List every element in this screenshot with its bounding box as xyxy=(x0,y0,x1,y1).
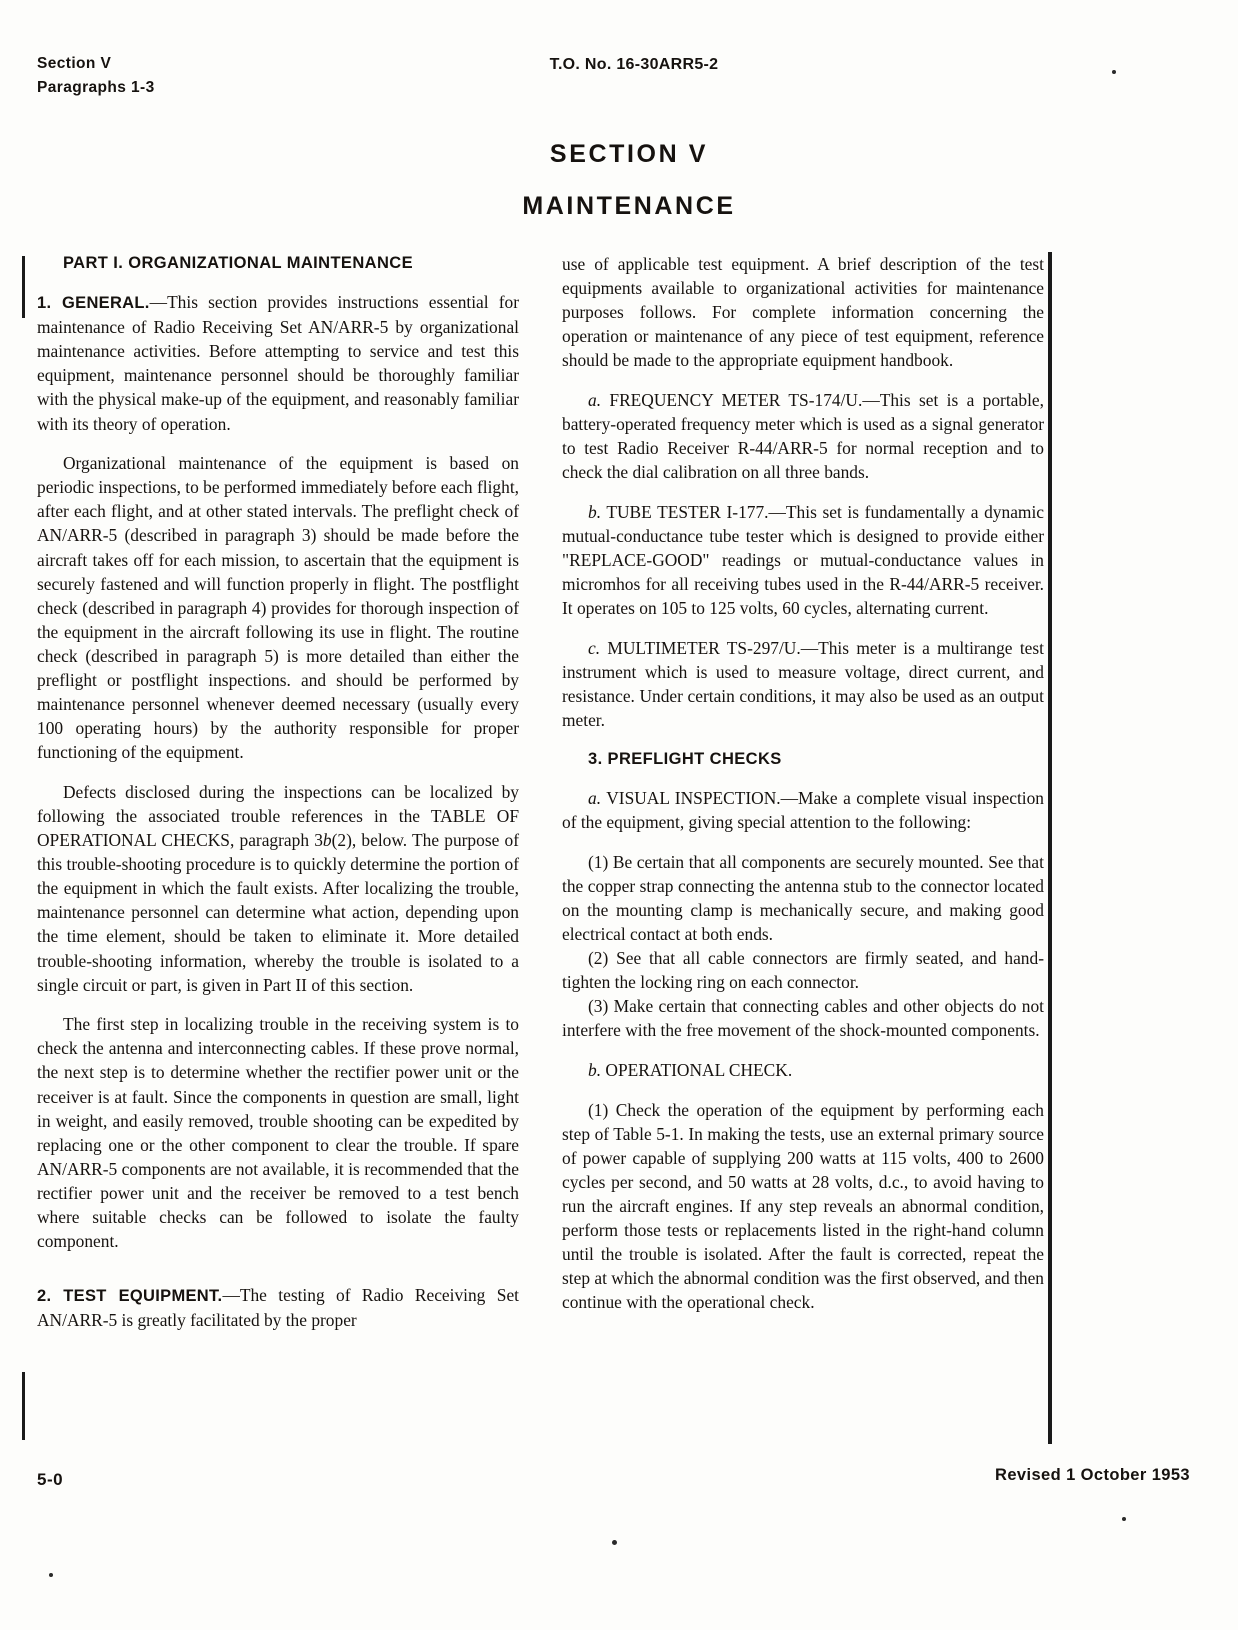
paragraph-test-equipment-dash: — xyxy=(222,1285,240,1306)
operational-check-item-1: (1) Check the operation of the equipment by performing each step of Table 5-1. In making the tests, use an external primary source of power capable of supplying 200 watts at 115 volts, 400 to 2600 cycles per second, and 50 watts at 28 volts, d.c., to avoid having to run the aircraft engines. If any step reveals an abnormal condition, perform those tests or replacements listed in the right-hand column until the trouble is isolated. After the fault is corrected, repeat the step at which the abnormal condition was the first observed, and then continue with the operational check. xyxy=(562,1099,1044,1313)
right-text-column xyxy=(562,252,1044,1314)
item-multimeter xyxy=(562,636,1044,732)
preflight-checks-heading: 3. PREFLIGHT CHECKS xyxy=(588,749,782,768)
technical-order-number: T.O. No. 16-30ARR5-2 xyxy=(549,56,719,73)
item-a-title: FREQUENCY METER TS-174/U. xyxy=(601,389,863,410)
visual-inspection-dash: — xyxy=(780,788,798,809)
visual-inspection-item-1: (1) Be certain that all components are securely mounted. See that the copper strap connecting the antenna stub to the connector located on the mounting clamp is mechanically secure, and making good electrical contact at both ends. xyxy=(562,851,1044,944)
section-title: SECTION V xyxy=(549,140,709,168)
paragraph-operational-check xyxy=(562,1058,1044,1082)
left-text-column xyxy=(37,252,519,1348)
header-paragraphs-label: Paragraphs 1-3 xyxy=(37,79,155,97)
paragraph-test-equipment-text: The testing of Radio Receiving Set AN/ARR-5 is greatly facilitated by the proper xyxy=(37,1285,520,1330)
item-a-letter: a. xyxy=(588,389,602,410)
item-c-dash: — xyxy=(800,637,819,658)
visual-inspection-item-2: (2) See that all cable connectors are firmly seated, and hand-tighten the locking ring on each connector. xyxy=(562,948,1044,993)
visual-inspection-item-3: (3) Make certain that connecting cables and other objects do not interfere with the free movement of the shock-mounted components. xyxy=(562,996,1044,1041)
item-b-letter: b. xyxy=(588,501,602,522)
section-subtitle: MAINTENANCE xyxy=(522,192,736,220)
paragraph-organizational-maintenance: Organizational maintenance of the equipment is based on periodic inspections, to be performed immediately before each flight, after each flight, and at other stated intervals. The preflight check of AN/ARR-5 (described in paragraph 3) should be made before the aircraft takes off for each mission, to ascertain that the equipment is securely fastened and will function properly in flight. The postflight check (described in paragraph 4) provides for thorough inspection of the equipment in the aircraft following its use in flight. The routine check (described in paragraph 5) is more detailed than either the preflight or postflight inspections. and should be performed by maintenance personnel whenever deemed necessary (usually every 100 operating hours) by the authority responsible for proper functioning of the equipment. xyxy=(37,453,519,763)
scan-speck xyxy=(1122,1517,1126,1521)
item-a-dash: — xyxy=(862,389,880,410)
paragraph-visual-inspection xyxy=(562,786,1044,834)
item-c-text: This meter is a multirange test instrument which is used to measure voltage, direct current, and resistance. Under certain conditions, it may also be used as an output meter. xyxy=(562,637,1044,731)
scan-artifact-rule-left-top xyxy=(22,256,25,318)
item-b-text: This set is fundamentally a dynamic mutual-conductance tube tester which is designed to provide either "REPLACE-GOOD" readings or mutual-conductance values in micromhos for all receiving tubes used in the R-44/ARR-5 receiver. It operates on 105 to 125 volts, 60 cycles, alternating current. xyxy=(562,501,1044,619)
visual-inspection-title: VISUAL INSPECTION. xyxy=(601,788,781,809)
visual-inspection-text: Make a complete visual inspection of the equipment, giving special attention to the following: xyxy=(562,788,1044,833)
scan-artifact-rule-left-bottom xyxy=(22,1372,25,1440)
page-number: 5-0 xyxy=(37,1470,64,1489)
paragraph-test-equipment xyxy=(37,1283,519,1332)
paragraph-general-text: This section provides instructions essential for maintenance of Radio Receiving Set AN/ARR-5 by organizational maintenance activities. Before attempting to service and test this equipment, maintenance personnel should be thoroughly familiar with the physical make-up of the equipment, and reasonably familiar with its theory of operation. xyxy=(37,292,519,434)
paragraph-general-dash: — xyxy=(149,292,168,313)
item-b-dash: — xyxy=(768,501,786,522)
paragraph-test-equipment-continued: use of applicable test equipment. A brief description of the test equipments available to organizational activities for maintenance purposes follows. For complete information concerning the operation or maintenance of any piece of test equipment, reference should be made to the appropriate equipment handbook. xyxy=(562,254,1044,371)
item-b-title: TUBE TESTER I-177. xyxy=(601,501,769,522)
paragraph-general-label: 1. GENERAL. xyxy=(37,294,150,313)
paragraph-first-step: The first step in localizing trouble in the receiving system is to check the antenna and interconnecting cables. If these prove normal, the next step is to determine whether the rectifier power unit or the receiver is at fault. Since the components in question are small, light in weight, and easily removed, trouble shooting can be expedited by replacing one or the other component to clear the trouble. If spare AN/ARR-5 components are not available, it is recommended that the rectifier power unit and the receiver be removed to a test bench where suitable checks can be followed to isolate the faulty component. xyxy=(37,1014,519,1252)
operational-check-title: OPERATIONAL CHECK. xyxy=(601,1059,793,1080)
scan-speck xyxy=(612,1540,617,1545)
paragraph-defects-italic-b: b xyxy=(322,830,332,851)
item-a-text: This set is a portable, battery-operated frequency meter which is used as a signal generator to test Radio Receiver R-44/ARR-5 for normal reception and to check the dial calibration on all three bands. xyxy=(562,389,1044,483)
paragraph-defects-part1: Defects disclosed during the inspections can be localized by following the associated trouble references in the TABLE OF OPERATIONAL CHECKS, paragraph 3 xyxy=(37,781,519,851)
item-frequency-meter xyxy=(562,388,1044,484)
operational-check-letter: b. xyxy=(588,1059,602,1080)
paragraph-defects-part2: (2), below. The purpose of this trouble-shooting procedure is to quickly determine the portion of the equipment in which the fault exists. After localizing the trouble, maintenance personnel can determine what action, depending upon the time element, should be taken to eliminate it. More detailed trouble-shooting information, whereby the trouble is isolated to a single circuit or part, is given in Part II of this section. xyxy=(37,830,519,995)
scan-speck xyxy=(49,1573,53,1577)
scan-speck xyxy=(1112,70,1116,74)
revision-date: Revised 1 October 1953 xyxy=(995,1466,1190,1484)
item-c-letter: c. xyxy=(588,637,601,658)
item-tube-tester xyxy=(562,500,1044,620)
header-section-label: Section V xyxy=(37,55,112,72)
paragraph-general xyxy=(37,290,519,435)
scan-artifact-rule-right xyxy=(1048,252,1052,1444)
part-heading: PART I. ORGANIZATIONAL MAINTENANCE xyxy=(63,254,414,272)
paragraph-test-equipment-label: 2. TEST EQUIPMENT. xyxy=(37,1287,223,1306)
item-c-title: MULTIMETER TS-297/U. xyxy=(600,637,801,658)
visual-inspection-letter: a. xyxy=(588,788,602,809)
paragraph-defects xyxy=(37,780,519,997)
